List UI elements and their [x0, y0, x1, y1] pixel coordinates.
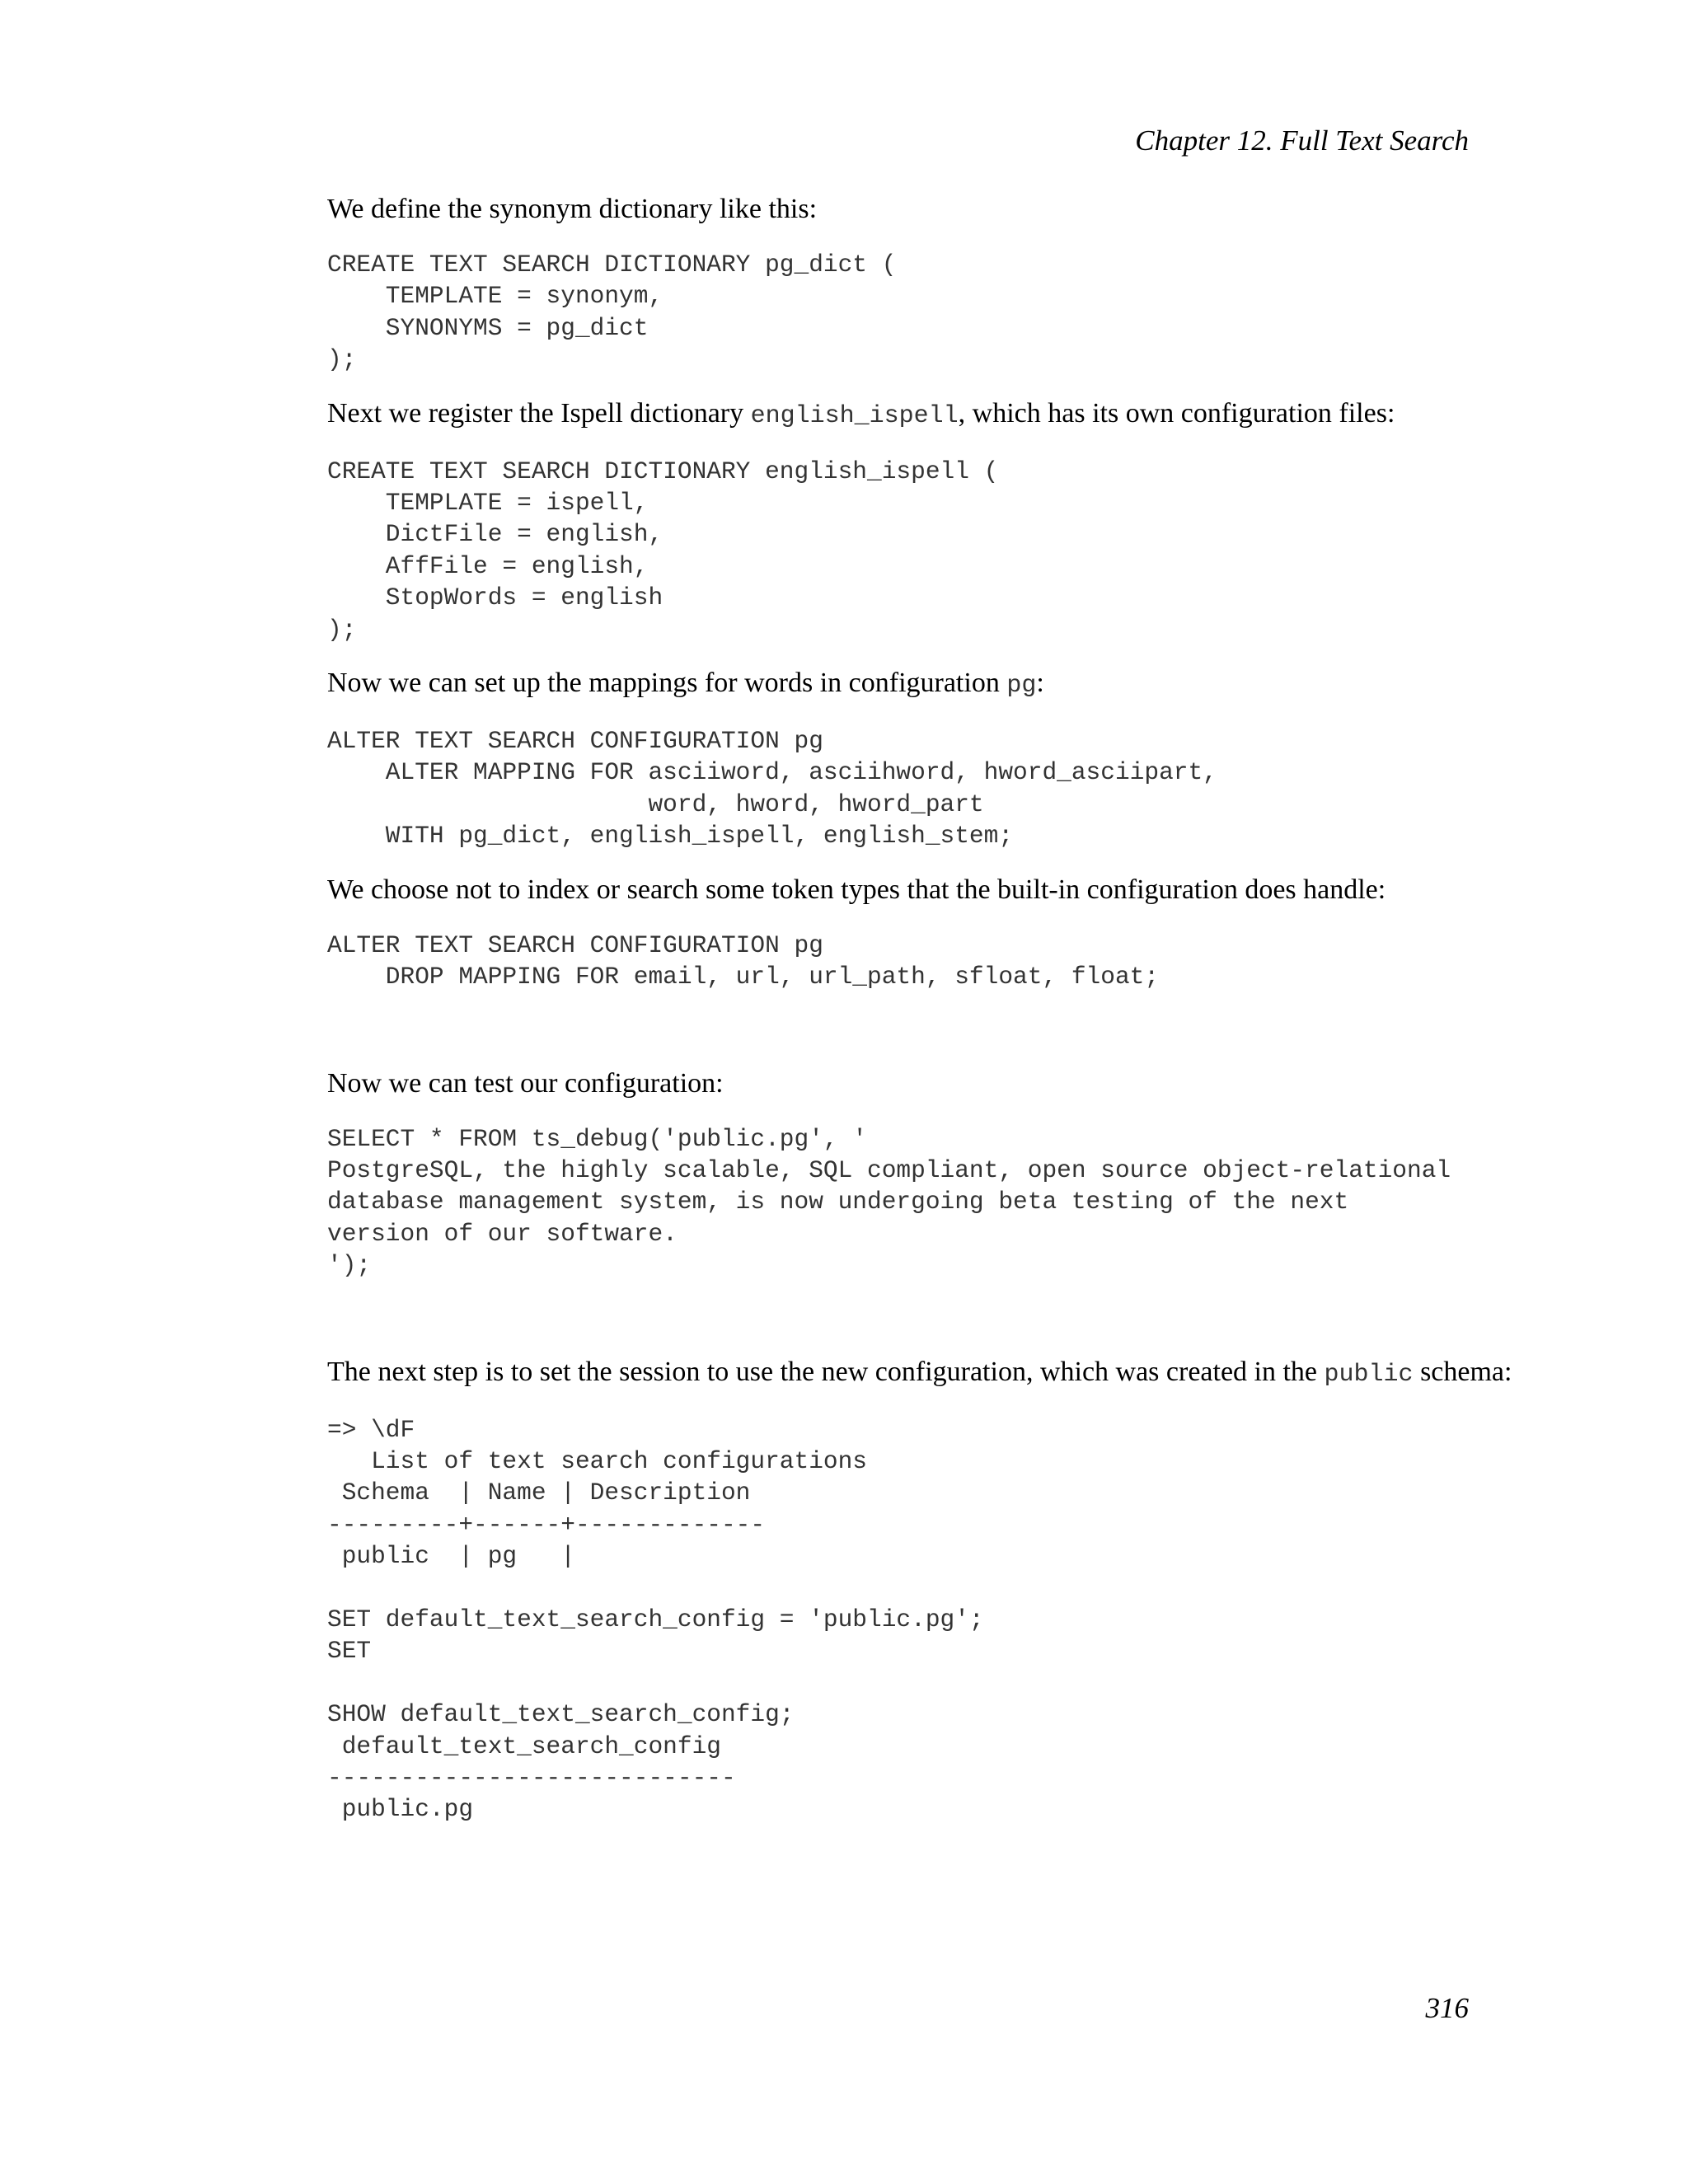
- inline-code: public: [1324, 1360, 1414, 1389]
- paragraph-text: :: [1036, 668, 1044, 699]
- code-block-psql-session: => \dF List of text search configurations Schema | Name | Description ---------+------+------------- public | pg | SET default_text_search_config = 'public.pg'; SET SHOW default_text_search_config; default_text_search_config ---------------------------- public.pg: [327, 1415, 984, 1824]
- inline-code: english_ispell: [750, 401, 959, 430]
- paragraph-synonym-intro: We define the synonym dictionary like this:: [327, 194, 818, 224]
- paragraph-mappings-intro: [327, 665, 1473, 704]
- running-header: Chapter 12. Full Text Search: [1135, 124, 1469, 157]
- code-block-alter-mapping: ALTER TEXT SEARCH CONFIGURATION pg ALTER MAPPING FOR asciiword, asciihword, hword_asciipart, word, hword, hword_part WITH pg_dict, english_ispell, english_stem;: [327, 727, 1217, 851]
- code-block-synonym-dictionary: CREATE TEXT SEARCH DICTIONARY pg_dict ( TEMPLATE = synonym, SYNONYMS = pg_dict );: [327, 251, 897, 374]
- paragraph-test-config: Now we can test our configuration:: [327, 1067, 724, 1099]
- code-block-ts-debug: SELECT * FROM ts_debug('public.pg', ' PostgreSQL, the highly scalable, SQL compliant, open source object-relational database management system, is now undergoing beta testing of the next version of our software. ');: [327, 1124, 1451, 1280]
- code-block-drop-mapping: ALTER TEXT SEARCH CONFIGURATION pg DROP MAPPING FOR email, url, url_path, sfloat, float;: [327, 930, 1160, 991]
- page-number: 316: [1425, 1992, 1469, 2024]
- paragraph-text: The next step is to set the session to use the new configuration, which was created in the: [327, 1356, 1325, 1387]
- paragraph-text: , which has its own configuration files:: [958, 397, 1395, 429]
- page-content: [327, 191, 1512, 1825]
- paragraph-token-types: We choose not to index or search some token types that the built-in configuration does handle:: [327, 874, 1386, 905]
- inline-code: pg: [1006, 672, 1037, 701]
- paragraph-text: schema:: [1413, 1356, 1512, 1387]
- paragraph-text: Now we can set up the mappings for words in configuration: [327, 668, 1007, 699]
- paragraph-session-config: [327, 1354, 1512, 1393]
- paragraph-text: Next we register the Ispell dictionary: [327, 397, 751, 429]
- code-block-ispell-dictionary: CREATE TEXT SEARCH DICTIONARY english_ispell ( TEMPLATE = ispell, DictFile = english, AffFile = english, StopWords = english );: [327, 457, 999, 644]
- paragraph-ispell-intro: [327, 396, 1473, 434]
